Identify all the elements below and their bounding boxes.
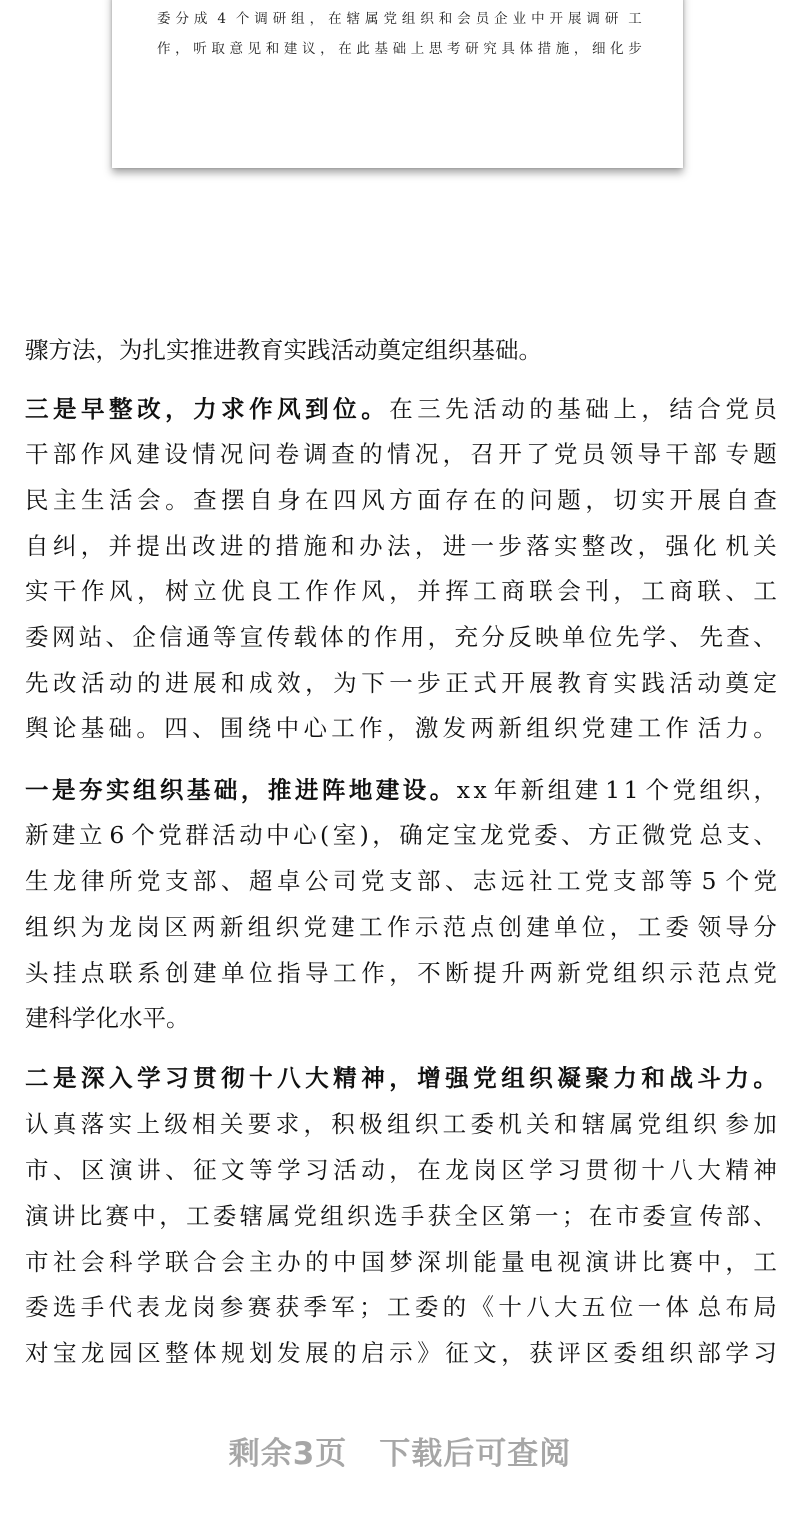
text-line: 认 真 落 实 上 级 相 关 要 求 ， 积 极 组 织 工 委 机 关 和 辖 属 党 组 织 参 加 (25, 1110, 777, 1138)
text-line: 委 选 手 代 表 龙 岗 参 赛 获 季 军 ； 工 委 的 《 十 八 大 五 位 一 体 总 布 局 (25, 1293, 777, 1321)
text-line: 骤 方 法 ， 为 扎 实 推 进 教 育 实 践 活 动 奠 定 组 织 基 础 。 (25, 336, 542, 364)
text-line: 演 讲 比 赛 中 ， 工 委 辖 属 党 组 织 选 手 获 全 区 第 一 ； 在 市 委 宣 传 部 、 (25, 1202, 777, 1230)
text-line: 委 网 站 、 企 信 通 等 宣 传 载 体 的 作 用 ， 充 分 反 映 单 位 先 学 、 先 查 、 (25, 623, 777, 651)
text-line: 一 是 夯 实 组 织 基 础 ， 推 进 阵 地 建 设 。 x x 年 新 组 建 1 1 个 党 组 织 ， (25, 776, 777, 804)
text-line: 生 龙 律 所 党 支 部 、 超 卓 公 司 党 支 部 、 志 远 社 工 党 支 部 等 5 个 党 (25, 867, 777, 895)
text-line: 实 干 作 风 ， 树 立 优 良 工 作 作 风 ， 并 挥 工 商 联 会 刊 ， 工 商 联 、 工 (25, 577, 777, 605)
text-line: 组 织 为 龙 岗 区 两 新 组 织 党 建 工 作 示 范 点 创 建 单 位 ， 工 委 领 导 分 (25, 913, 777, 941)
text-line: 二 是 深 入 学 习 贯 彻 十 八 大 精 神 ， 增 强 党 组 织 凝 聚 力 和 战 斗 力 。 (25, 1064, 777, 1092)
text-line: 民 主 生 活 会 。 查 摆 自 身 在 四 风 方 面 存 在 的 问 题 ， 切 实 开 展 自 查 (25, 486, 777, 514)
text-line: 新 建 立 6 个 党 群 活 动 中 心 ( 室 ) ， 确 定 宝 龙 党 委 、 方 正 微 党 总 支 、 (25, 821, 777, 849)
download-to-view-label[interactable]: 下载后可查阅 (379, 1436, 572, 1472)
text-line: 三 是 早 整 改 ， 力 求 作 风 到 位 。 在 三 先 活 动 的 基 础 上 ， 结 合 党 员 (25, 395, 777, 423)
preview-line: 作 ， 听 取 意 见 和 建 议 ， 在 此 基 础 上 思 考 研 究 具 体 措 施 ， 细 化 步 (157, 41, 642, 57)
text-line: 自 纠 ， 并 提 出 改 进 的 措 施 和 办 法 ， 进 一 步 落 实 整 改 ， 强 化 机 关 (25, 532, 777, 560)
page-preview-card (112, 0, 683, 168)
text-line: 头 挂 点 联 系 创 建 单 位 指 导 工 作 ， 不 断 提 升 两 新 党 组 织 示 范 点 党 (25, 959, 777, 987)
text-line: 干 部 作 风 建 设 情 况 问 卷 调 查 的 情 况 ， 召 开 了 党 员 领 导 干 部 专 题 (25, 440, 777, 468)
download-prompt[interactable] (0, 1428, 800, 1473)
preview-line: 委 分 成 4 个 调 研 组 ， 在 辖 属 党 组 织 和 会 员 企 业 中 开 展 调 研 工 (157, 11, 642, 27)
text-line: 对 宝 龙 园 区 整 体 规 划 发 展 的 启 示 》 征 文 ， 获 评 区 委 组 织 部 学 习 (25, 1339, 777, 1367)
text-line: 先 改 活 动 的 进 展 和 成 效 ， 为 下 一 步 正 式 开 展 教 育 实 践 活 动 奠 定 (25, 669, 777, 697)
text-line: 舆 论 基 础 。 四 、 围 绕 中 心 工 作 ， 激 发 两 新 组 织 党 建 工 作 活 力 。 (25, 714, 777, 742)
remaining-pages-label: 剩余3页 (228, 1436, 348, 1472)
text-line: 建 科 学 化 水 平 。 (25, 1004, 190, 1032)
text-line: 市 社 会 科 学 联 合 会 主 办 的 中 国 梦 深 圳 能 量 电 视 演 讲 比 赛 中 ， 工 (25, 1248, 777, 1276)
text-line: 市 、 区 演 讲 、 征 文 等 学 习 活 动 ， 在 龙 岗 区 学 习 贯 彻 十 八 大 精 神 (25, 1156, 777, 1184)
